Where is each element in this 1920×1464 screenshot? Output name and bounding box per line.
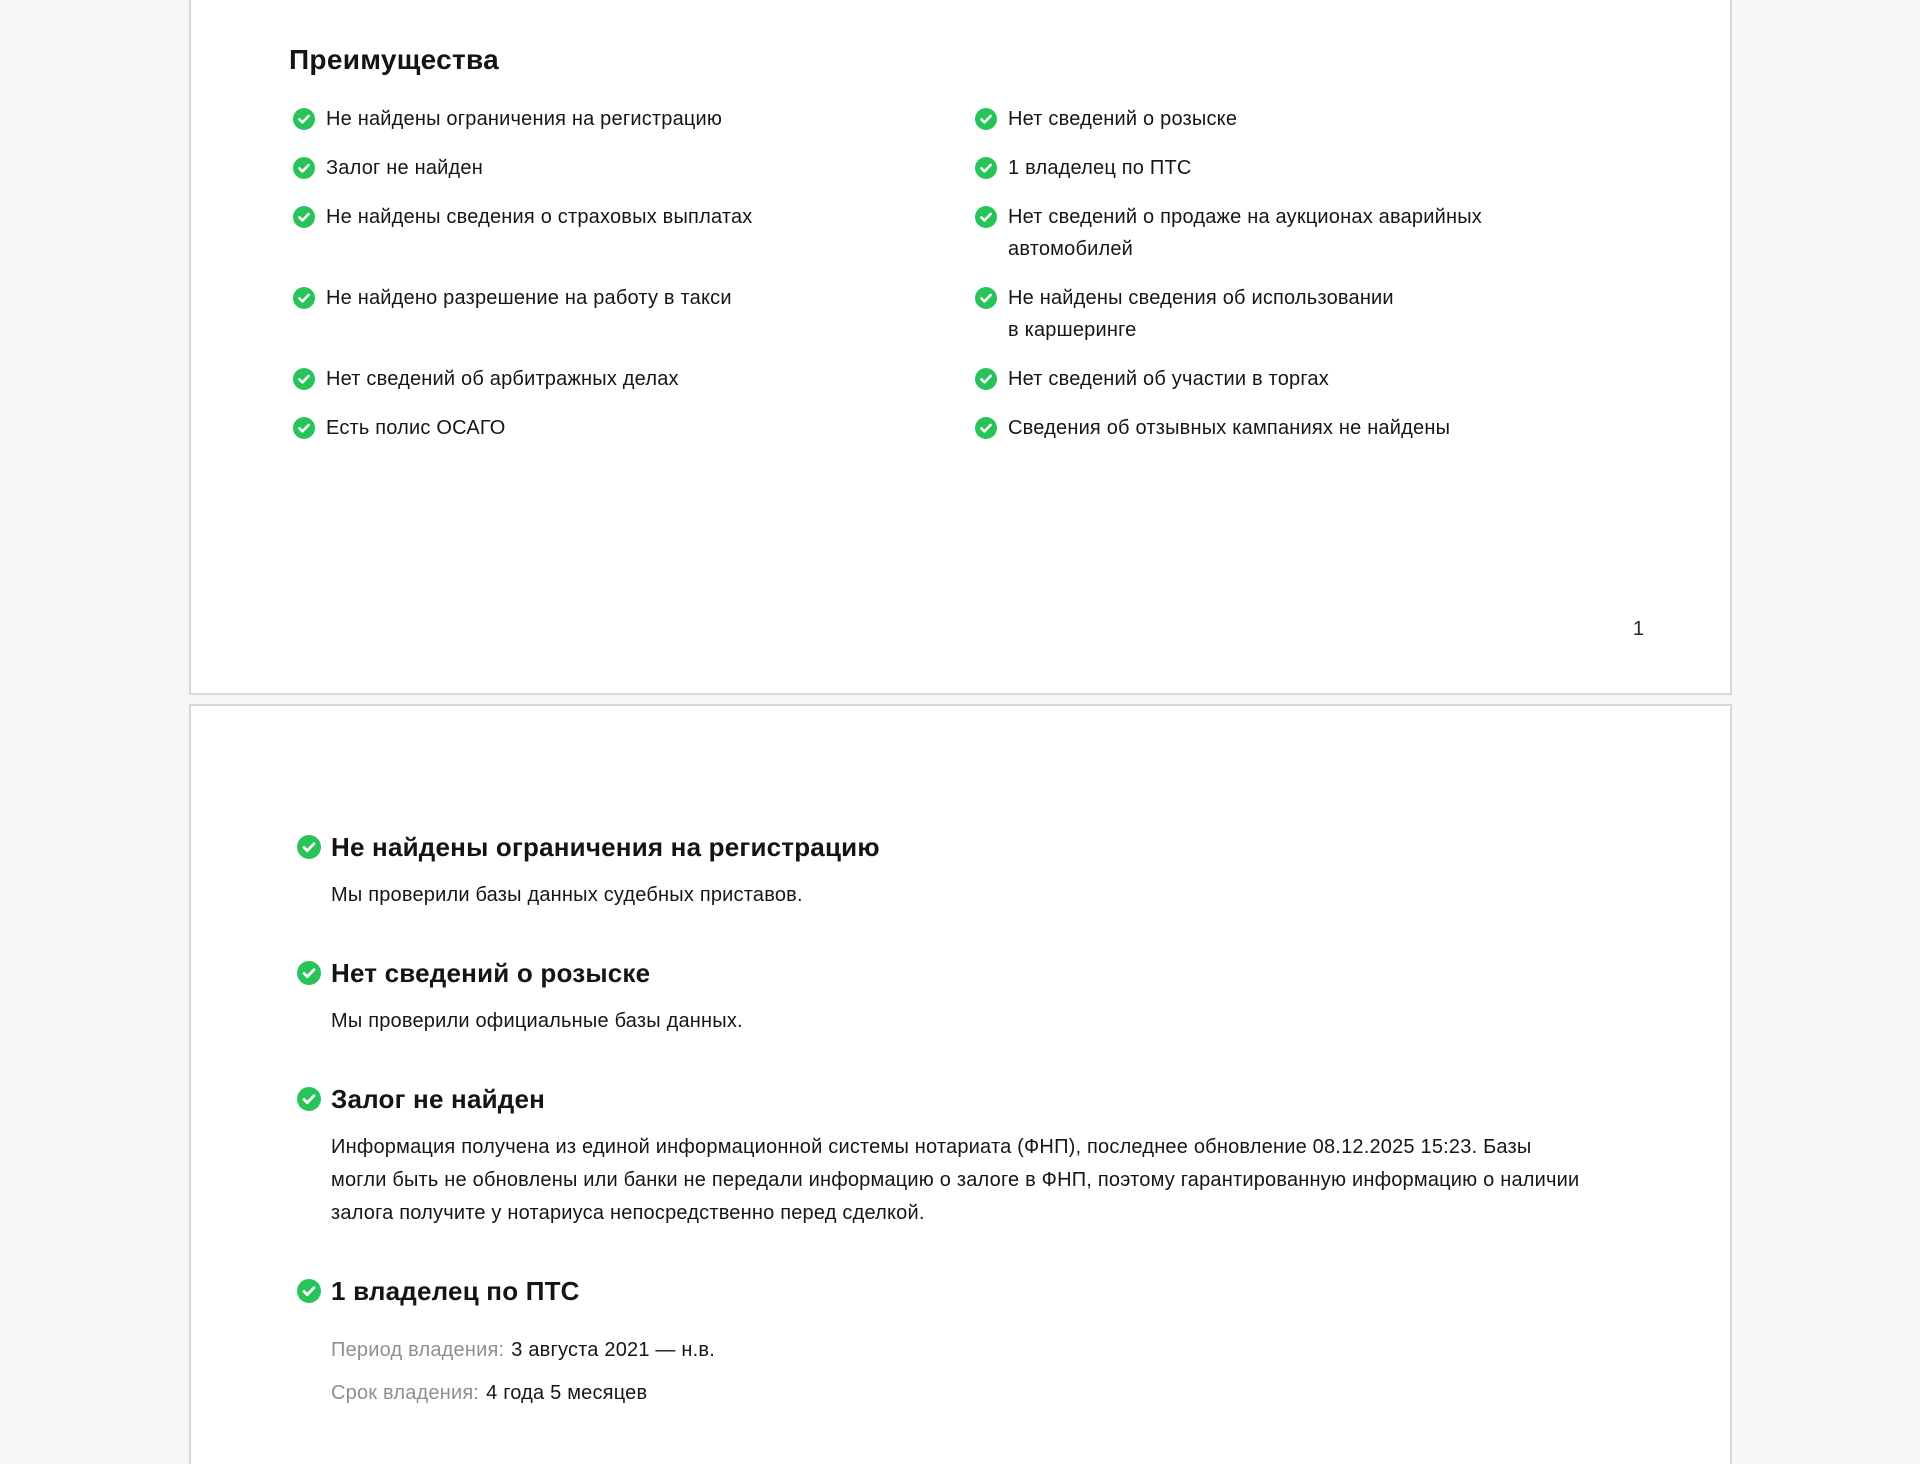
section-registration-limits xyxy=(297,830,1670,912)
advantage-item xyxy=(975,103,1670,135)
advantages-row xyxy=(293,152,1670,184)
advantage-text: Сведения об отзывных кампаниях не найдены xyxy=(1008,417,1451,439)
check-circle-icon xyxy=(297,835,321,859)
field-label: Срок владения: xyxy=(331,1382,480,1404)
advantage-item xyxy=(293,103,975,135)
field-value: 3 августа 2021 — н.в. xyxy=(511,1339,715,1361)
advantages-row xyxy=(293,363,1670,395)
check-circle-icon xyxy=(293,287,315,309)
advantages-row xyxy=(293,103,1670,135)
advantages-block xyxy=(191,0,1730,444)
advantage-text: Не найдены сведения о страховых выплатах xyxy=(326,206,753,228)
section-heading-row xyxy=(297,1082,1670,1116)
check-circle-icon xyxy=(293,108,315,130)
section-owners xyxy=(297,1274,1670,1410)
check-circle-icon xyxy=(293,417,315,439)
advantage-text: Нет сведений о розыске xyxy=(1008,108,1238,130)
report-page-1 xyxy=(189,0,1732,695)
advantages-row xyxy=(293,412,1670,444)
advantage-item xyxy=(975,363,1670,395)
advantage-item xyxy=(293,412,975,444)
advantage-text: Есть полис ОСАГО xyxy=(326,417,506,439)
advantage-item xyxy=(293,363,975,395)
ownership-period-row xyxy=(331,1334,1670,1367)
section-pledge xyxy=(297,1082,1670,1230)
report-page-2 xyxy=(189,704,1732,1464)
check-circle-icon xyxy=(297,961,321,985)
section-body: Мы проверили базы данных судебных приставов. xyxy=(331,884,803,906)
check-circle-icon xyxy=(293,368,315,390)
field-label: Период владения: xyxy=(331,1339,505,1361)
advantage-text: Нет сведений о продаже на аукционах аварийных автомобилей xyxy=(1008,206,1482,260)
check-circle-icon xyxy=(293,157,315,179)
paragraph-line: Информация получена из единой информационной системы нотариата (ФНП), последнее xyxy=(331,1136,1189,1158)
section-heading: Нет сведений о розыске xyxy=(331,958,651,988)
section-heading-row xyxy=(297,1274,1670,1308)
check-circle-icon xyxy=(975,108,997,130)
advantage-text: Не найдены сведения об использовании в каршеринге xyxy=(1008,287,1394,341)
check-circle-icon xyxy=(975,368,997,390)
paragraph-line: обновление 08.12.2025 15:23. Базы могли быть не обновлены или банки не передали информацию о xyxy=(331,1136,1532,1191)
section-body: Мы проверили официальные базы данных. xyxy=(331,1010,743,1032)
check-circle-icon xyxy=(975,206,997,228)
field-value: 4 года 5 месяцев xyxy=(486,1382,648,1404)
paragraph-line: залоге в ФНП, поэтому гарантированную информацию о наличии залога получите у нотариуса xyxy=(331,1169,1580,1224)
advantage-text: 1 владелец по ПТС xyxy=(1008,157,1192,179)
check-circle-icon xyxy=(975,287,997,309)
check-circle-icon xyxy=(297,1279,321,1303)
details-block xyxy=(191,706,1730,1410)
advantage-text: Не найдены ограничения на регистрацию xyxy=(326,108,723,130)
advantage-item xyxy=(975,152,1670,184)
advantage-text: Нет сведений об участии в торгах xyxy=(1008,368,1329,390)
check-circle-icon xyxy=(975,157,997,179)
section-heading: Не найдены ограничения на регистрацию xyxy=(331,832,880,862)
paragraph-line: непосредственно перед сделкой. xyxy=(609,1202,925,1224)
ownership-fields xyxy=(331,1334,1670,1410)
section-heading-row xyxy=(297,956,1670,990)
check-circle-icon xyxy=(297,1087,321,1111)
advantages-list xyxy=(293,103,1670,444)
advantage-item xyxy=(293,201,975,265)
check-circle-icon xyxy=(975,417,997,439)
ownership-duration-row xyxy=(331,1377,1670,1410)
section-heading-row xyxy=(297,830,1670,864)
section-heading: 1 владелец по ПТС xyxy=(331,1276,580,1306)
check-circle-icon xyxy=(293,206,315,228)
section-paragraph xyxy=(331,1131,1591,1230)
advantage-text: Не найдено разрешение на работу в такси xyxy=(326,287,732,309)
page-number: 1 xyxy=(1632,618,1644,640)
section-wanted-status xyxy=(297,956,1670,1038)
advantage-item xyxy=(975,282,1670,346)
advantage-text: Залог не найден xyxy=(326,157,483,179)
advantage-item xyxy=(975,412,1670,444)
advantage-item xyxy=(293,152,975,184)
advantage-item xyxy=(975,201,1670,265)
advantage-item xyxy=(293,282,975,346)
advantages-row xyxy=(293,201,1670,265)
advantage-text: Нет сведений об арбитражных делах xyxy=(326,368,679,390)
advantages-title: Преимущества xyxy=(289,44,500,75)
advantages-row xyxy=(293,282,1670,346)
section-heading: Залог не найден xyxy=(331,1084,546,1114)
